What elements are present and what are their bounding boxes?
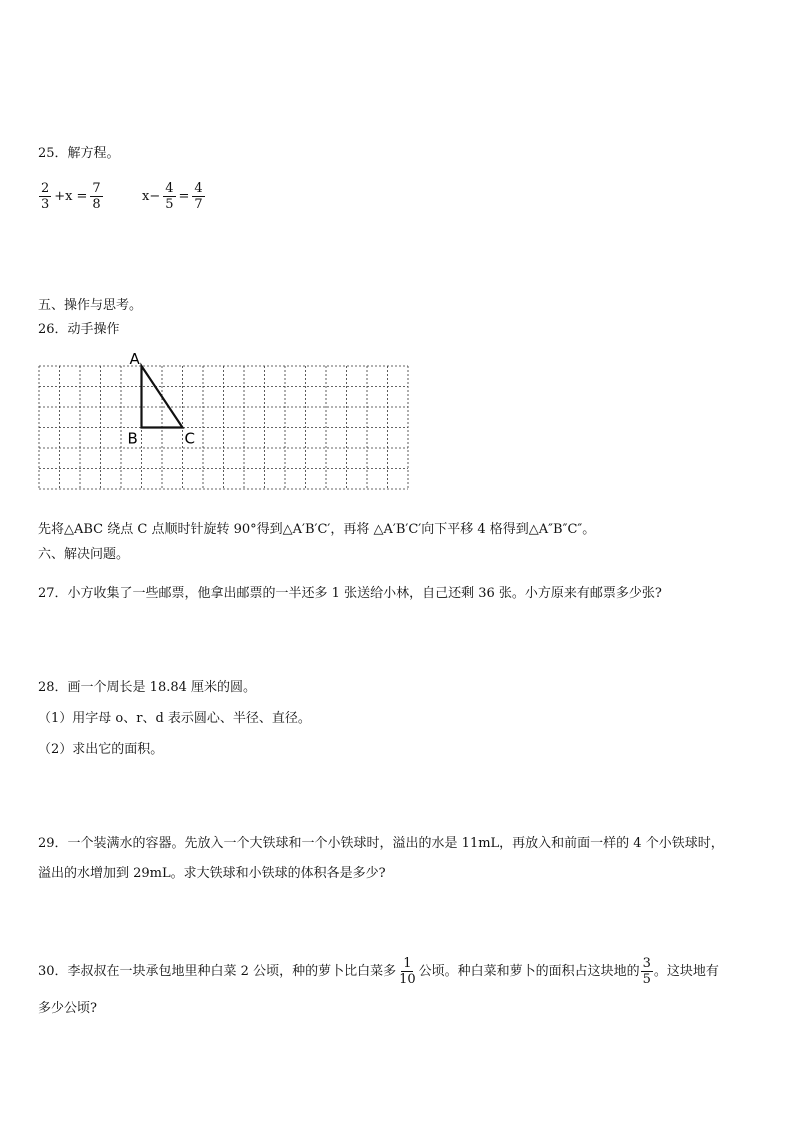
q28-part1: （1）用字母 o、r、d 表示圆心、半径、直径。 [38,711,311,726]
fraction: $\frac{1}{10}$ [399,956,416,987]
fraction: $\frac{4}{7}$ [194,181,203,212]
q28-title: 28．画一个周长是 18.84 厘米的圆。 [38,680,257,695]
q26-instruction: 先将△ABC 绕点 C 点顺时针旋转 90°得到△A′B′C′，再将 △A′B′C′向下平移 4 格得到△A″B″C″。 [38,522,596,537]
fraction: $\frac{7}{8}$ [92,181,101,212]
label-b: B [127,429,138,448]
q29-line2: 溢出的水增加到 29mL。求大铁球和小铁球的体积各是多少? [38,866,386,881]
q26-title: 26．动手操作 [38,322,120,337]
section-5-title: 五、操作与思考。 [38,298,143,313]
grid-diagram [0,0,794,520]
q27-text: 27．小方收集了一些邮票，他拿出邮票的一半还多 1 张送给小林，自己还剩 36 张。小方原来有邮票多少张? [38,586,662,601]
fraction: $\frac{2}{3}$ [41,181,50,212]
label-c: C [184,429,195,448]
q29-line1: 29．一个装满水的容器。先放入一个大铁球和一个小铁球时，溢出的水是 11mL，再放入和前面一样的 4 个小铁球时， [38,836,724,851]
q30-line2: 多少公顷? [38,1001,97,1016]
q25-title: 25．解方程。 [38,146,120,161]
q28-part2: （2）求出它的面积。 [38,742,164,757]
equation-2: x− $\frac{4}{5}$ = $\frac{4}{7}$ [142,181,203,212]
equation-1: $\frac{2}{3}$ +x = $\frac{7}{8}$ [41,181,101,212]
fraction: $\frac{4}{5}$ [165,181,174,212]
section-6-title: 六、解决问题。 [38,547,130,562]
label-a: A [129,350,140,368]
grid-lines [39,366,408,489]
fraction: $\frac{3}{5}$ [642,956,651,987]
q30-line1: 30．李叔叔在一块承包地里种白菜 2 公顷，种的萝卜比白菜多 $\frac{1}{10}$ 公顷。种白菜和萝卜的面积占这块地的 $\frac{3}{5}$ 。这块地有 [38,956,719,987]
